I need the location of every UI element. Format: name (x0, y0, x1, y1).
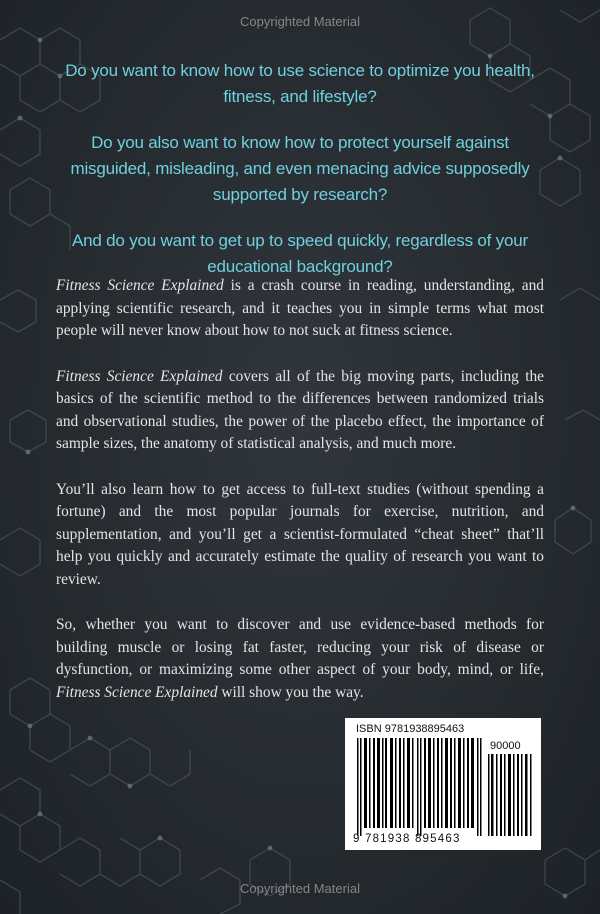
description-paragraph-4: So, whether you want to discover and use evidence-based methods for building muscle or losing fat faster, reducing your risk of disease or dysfunction, or maximizing some other aspect of your body, mind, or life, Fitness Science Explained will show you the way. (56, 616, 544, 701)
barcode-digits: 9 781938 895463 (353, 833, 461, 845)
copyright-watermark-top: Copyrighted Material (240, 14, 360, 29)
question-2: Do you also want to know how to protect yourself against misguided, misleading, and even menacing advice supposedly supported by research? (70, 133, 530, 204)
book-title: Fitness Science Explained (56, 277, 224, 294)
copyright-watermark-bottom: Copyrighted Material (240, 881, 360, 896)
question-block (60, 58, 540, 280)
question-1: Do you want to know how to use science to optimize you health, fitness, and lifestyle? (65, 61, 535, 106)
question-3: And do you want to get up to speed quickly, regardless of your educational background? (71, 231, 528, 276)
description-paragraph-3: You’ll also learn how to get access to full-text studies (without spending a fortune) and the most popular journals for exercise, nutrition, and supplementation, and you’ll get a scientist-formulated “cheat sheet” that’ll help you quickly and accurately estimate the quality of research you want to review. (56, 480, 544, 588)
description-body (56, 275, 544, 704)
description-paragraph-2: Fitness Science Explained covers all of the big moving parts, including the basics of the scientific method to the differences between randomized trials and observational studies, the power of the placebo effect, the importance of sample sizes, the anatomy of statistical analysis, and much more. (56, 367, 544, 452)
barcode-main-bars (355, 738, 485, 836)
description-paragraph-1: Fitness Science Explained is a crash course in reading, understanding, and applying scientific research, and it teaches you in simple terms what most people will never know about how to not suck at fitness science. (56, 277, 544, 339)
barcode-addon-bars (487, 754, 533, 836)
book-title: Fitness Science Explained (56, 683, 218, 701)
isbn-barcode (345, 718, 541, 850)
price-code: 90000 (490, 740, 521, 752)
isbn-label: ISBN 9781938895463 (356, 723, 465, 735)
book-title: Fitness Science Explained (56, 367, 223, 385)
